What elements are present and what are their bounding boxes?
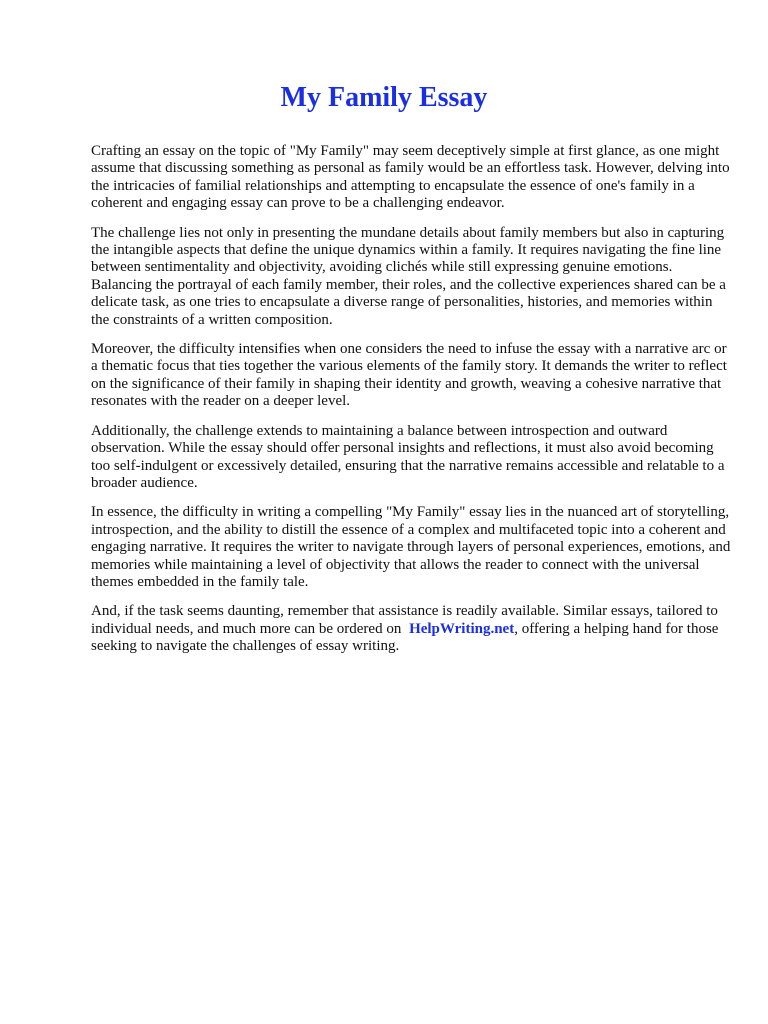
paragraph-6-after-link: , offering a helping hand for those seeking to navigate the challenges of essay writing.	[91, 620, 719, 655]
paragraph-2: The challenge lies not only in presenting the mundane details about family members but also in capturing the intangible aspects that define the unique dynamics within a family. It requires navigating the fine line between sentimentality and objectivity, avoiding clichés while still expressing genuine emotions. Balancing the portrayal of each family member, their roles, and the collective experiences shared can be a delicate task, as one tries to encapsulate a diverse range of personalities, histories, and memories within the constraints of a written composition.	[91, 224, 726, 328]
paragraph-5: In essence, the difficulty in writing a compelling "My Family" essay lies in the nuanced art of storytelling, introspection, and the ability to distill the essence of a complex and multifaceted topic into a coherent and engaging narrative. It requires the writer to navigate through layers of personal experiences, emotions, and memories while maintaining a level of objectivity that allows the reader to connect with the universal themes embedded in the family tale.	[91, 504, 731, 590]
page-title: My Family Essay	[280, 82, 488, 113]
paragraph-3: Moreover, the difficulty intensifies when one considers the need to infuse the essay with a narrative arc or a thematic focus that ties together the various elements of the family story. It demands the writer to reflect on the significance of their family in shaping their identity and growth, weaving a cohesive narrative that resonates with the reader on a deeper level.	[91, 341, 727, 410]
paragraph-1: Crafting an essay on the topic of "My Family" may seem deceptively simple at first glance, as one might assume that discussing something as personal as family would be an effortless task. However, delving into the intricacies of familial relationships and attempting to encapsulate the essence of one's family in a coherent and engaging essay can prove to be a challenging endeavor.	[91, 143, 730, 212]
paragraph-6-before-link: And, if the task seems daunting, remember that assistance is readily available. Similar essays, tailored to individual needs, and much more can be ordered on	[91, 603, 718, 637]
paragraph-6	[91, 603, 731, 655]
essay-body	[91, 143, 731, 668]
helpwriting-link[interactable]: HelpWriting.net	[409, 620, 515, 637]
paragraph-4: Additionally, the challenge extends to maintaining a balance between introspection and outward observation. While the essay should offer personal insights and reflections, it must also avoid becoming too self-indulgent or excessively detailed, ensuring that the narrative remains accessible and relatable to a broader audience.	[91, 422, 725, 491]
